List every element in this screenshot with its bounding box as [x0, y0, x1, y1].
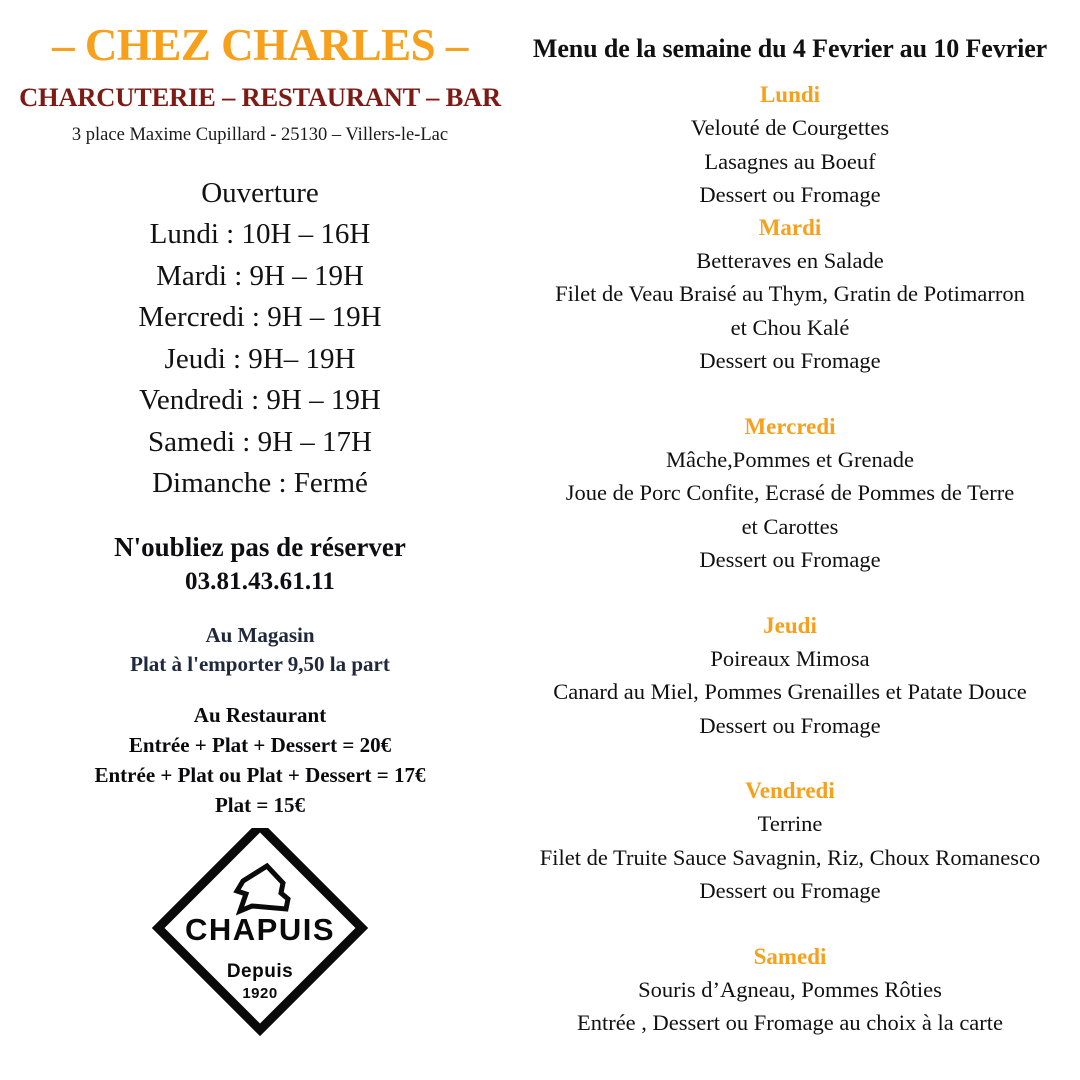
day-name-mardi: Mardi [758, 214, 822, 240]
dish-item: Poireaux Mimosa [710, 645, 870, 671]
dish-item: Filet de Truite Sauce Savagnin, Riz, Choux Romanesco [539, 844, 1041, 870]
weekly-menu-header: Menu de la semaine du 4 Fevrier au 10 Fevrier [532, 34, 1048, 63]
opening-hours-row-jeudi: Jeudi : 9H– 19H [164, 342, 356, 375]
day-name-jeudi: Jeudi [763, 612, 817, 638]
shop-heading: Au Magasin [205, 622, 315, 647]
opening-hours-title: Ouverture [201, 177, 319, 210]
dish-item: et Carottes [741, 513, 839, 539]
chapuis-logo-since-year: 1920 [242, 984, 278, 1002]
restaurant-pricing-block [0, 679, 520, 820]
dish-item: et Chou Kalé [730, 314, 850, 340]
shop-price-takeaway: Plat à l'emporter 9,50 la part [130, 651, 390, 676]
dish-item: Filet de Veau Braisé au Thym, Gratin de Potimarron [555, 281, 1025, 306]
restaurant-address: 3 place Maxime Cupillard - 25130 – Villers-le-Lac [71, 125, 449, 146]
dish-item: Dessert ou Fromage [699, 182, 881, 207]
opening-hours-row-samedi: Samedi : 9H – 17H [148, 425, 372, 458]
day-name-samedi: Samedi [753, 943, 827, 969]
dish-item: Terrine [757, 811, 823, 836]
dish-item: Canard au Miel, Pommes Grenailles et Patate Douce [553, 679, 1027, 704]
day-name-vendredi: Vendredi [745, 778, 835, 803]
day-menu-jeudi [500, 610, 1080, 743]
dish-item: Dessert ou Fromage [699, 712, 881, 738]
opening-hours-row-mercredi: Mercredi : 9H – 19H [138, 301, 382, 334]
shop-pricing-block [0, 599, 520, 679]
reservation-phone-number[interactable]: 03.81.43.61.11 [184, 567, 336, 595]
day-menu-mardi [500, 212, 1080, 378]
day-menu-list [500, 66, 1080, 1040]
dish-item: Dessert ou Fromage [699, 348, 881, 373]
day-menu-samedi [500, 941, 1080, 1040]
day-menu-mercredi [500, 411, 1080, 577]
restaurant-info-column [0, 0, 520, 1080]
page-title: – CHEZ CHARLES – [52, 20, 468, 70]
dish-item: Entrée , Dessert ou Fromage au choix à la carte [576, 1010, 1004, 1035]
day-menu-lundi [500, 79, 1080, 212]
opening-hours-block [0, 145, 520, 505]
house-roof-icon [237, 866, 288, 911]
day-menu-vendredi [500, 775, 1080, 908]
weekly-menu-column [500, 0, 1080, 1080]
chapuis-logo-since-label: Depuis [226, 960, 294, 982]
dish-item: Joue de Porc Confite, Ecrasé de Pommes de Terre [565, 480, 1015, 505]
brand-subtitle: CHARCUTERIE – RESTAURANT – BAR [19, 82, 501, 113]
chapuis-logo-svg [145, 828, 375, 1043]
dish-item: Betteraves en Salade [696, 247, 884, 273]
opening-hours-row-lundi: Lundi : 10H – 16H [149, 218, 371, 251]
dish-item: Dessert ou Fromage [699, 547, 881, 572]
chapuis-logo-name: CHAPUIS [184, 911, 336, 947]
chapuis-logo [0, 820, 520, 1043]
dish-item: Dessert ou Fromage [699, 878, 881, 903]
day-name-lundi: Lundi [759, 82, 821, 107]
restaurant-price-full-menu: Entrée + Plat + Dessert = 20€ [128, 732, 392, 757]
restaurant-heading: Au Restaurant [193, 702, 327, 727]
reservation-prompt: N'oubliez pas de réserver [114, 531, 406, 562]
opening-hours-row-mardi: Mardi : 9H – 19H [156, 259, 364, 292]
dish-item: Lasagnes au Boeuf [704, 148, 876, 174]
dish-item: Velouté de Courgettes [690, 115, 890, 140]
reservation-block [0, 505, 520, 599]
opening-hours-row-vendredi: Vendredi : 9H – 19H [139, 384, 381, 417]
restaurant-price-main-only: Plat = 15€ [214, 792, 306, 817]
dish-item: Souris d’Agneau, Pommes Rôties [638, 976, 942, 1002]
restaurant-price-two-course: Entrée + Plat ou Plat + Dessert = 17€ [94, 762, 426, 787]
dish-item: Mâche,Pommes et Grenade [665, 446, 915, 472]
opening-hours-row-dimanche: Dimanche : Fermé [152, 467, 368, 500]
day-name-mercredi: Mercredi [744, 413, 836, 439]
